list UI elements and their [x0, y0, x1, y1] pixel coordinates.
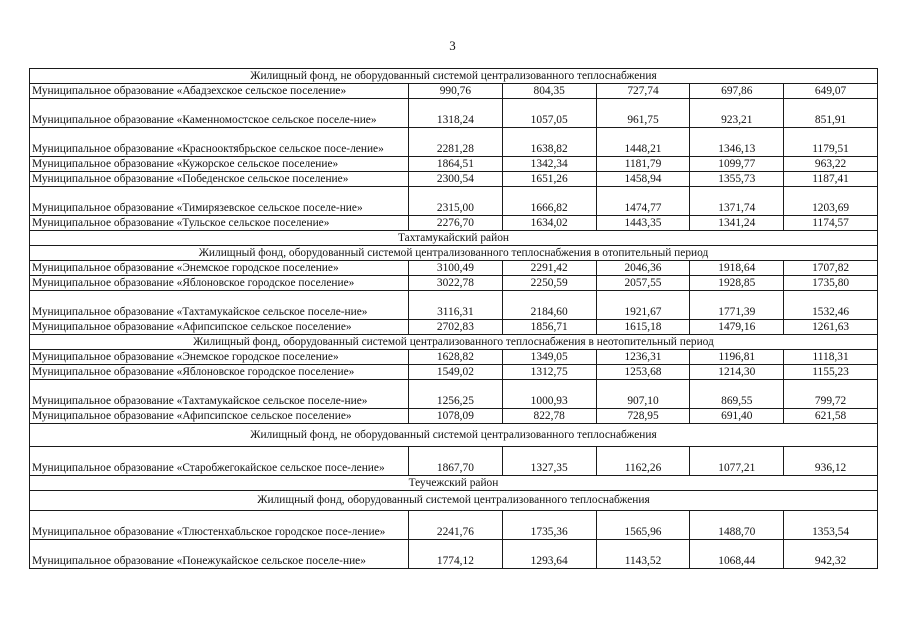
- value-cell: 1488,70: [690, 511, 784, 540]
- value-cell: 1638,82: [502, 128, 596, 157]
- municipality-name: Муниципальное образование «Каменномостское сельское поселе-ние»: [30, 99, 409, 128]
- value-cell: 1118,31: [784, 350, 878, 365]
- table-row: [30, 409, 878, 424]
- value-cell: 1327,35: [502, 447, 596, 476]
- value-cell: 804,35: [502, 84, 596, 99]
- value-cell: 1615,18: [596, 320, 690, 335]
- value-cell: 1078,09: [409, 409, 503, 424]
- municipality-name: Муниципальное образование «Тимирязевское сельское поселе-ние»: [30, 187, 409, 216]
- value-cell: 1349,05: [502, 350, 596, 365]
- section-header: Жилищный фонд, не оборудованный системой централизованного теплоснабжения: [30, 69, 878, 84]
- value-cell: 1143,52: [596, 540, 690, 569]
- value-cell: 1203,69: [784, 187, 878, 216]
- value-cell: 1162,26: [596, 447, 690, 476]
- value-cell: 2291,42: [502, 261, 596, 276]
- value-cell: 1253,68: [596, 365, 690, 380]
- table-row: [30, 540, 878, 569]
- table-row: [30, 320, 878, 335]
- value-cell: 1448,21: [596, 128, 690, 157]
- value-cell: 649,07: [784, 84, 878, 99]
- value-cell: 697,86: [690, 84, 784, 99]
- section-header-row: [30, 231, 878, 246]
- value-cell: 1342,34: [502, 157, 596, 172]
- value-cell: 1928,85: [690, 276, 784, 291]
- value-cell: 1549,02: [409, 365, 503, 380]
- value-cell: 1458,94: [596, 172, 690, 187]
- municipality-name: Муниципальное образование «Афипсипское сельское поселение»: [30, 320, 409, 335]
- value-cell: 2300,54: [409, 172, 503, 187]
- section-header-row: [30, 491, 878, 511]
- tariff-table: [29, 68, 878, 569]
- value-cell: 1174,57: [784, 216, 878, 231]
- value-cell: 1353,54: [784, 511, 878, 540]
- value-cell: 1293,64: [502, 540, 596, 569]
- table-row: [30, 447, 878, 476]
- table-body: [30, 69, 878, 569]
- municipality-name: Муниципальное образование «Краснооктябрьское сельское посе-ление»: [30, 128, 409, 157]
- value-cell: 1312,75: [502, 365, 596, 380]
- value-cell: 1735,80: [784, 276, 878, 291]
- value-cell: 1179,51: [784, 128, 878, 157]
- municipality-name: Муниципальное образование «Энемское городское поселение»: [30, 350, 409, 365]
- value-cell: 2702,83: [409, 320, 503, 335]
- value-cell: 621,58: [784, 409, 878, 424]
- value-cell: 2057,55: [596, 276, 690, 291]
- municipality-name: Муниципальное образование «Афипсипское сельское поселение»: [30, 409, 409, 424]
- value-cell: 3116,31: [409, 291, 503, 320]
- value-cell: 1651,26: [502, 172, 596, 187]
- value-cell: 1256,25: [409, 380, 503, 409]
- value-cell: 2241,76: [409, 511, 503, 540]
- section-header-row: [30, 69, 878, 84]
- value-cell: 728,95: [596, 409, 690, 424]
- value-cell: 2046,36: [596, 261, 690, 276]
- table-row: [30, 187, 878, 216]
- value-cell: 691,40: [690, 409, 784, 424]
- table-row: [30, 128, 878, 157]
- table-row: [30, 276, 878, 291]
- value-cell: 1774,12: [409, 540, 503, 569]
- section-header-row: [30, 246, 878, 261]
- value-cell: 1856,71: [502, 320, 596, 335]
- municipality-name: Муниципальное образование «Старобжегокайское сельское посе-ление»: [30, 447, 409, 476]
- value-cell: 907,10: [596, 380, 690, 409]
- table-row: [30, 511, 878, 540]
- value-cell: 1214,30: [690, 365, 784, 380]
- table-row: [30, 291, 878, 320]
- value-cell: 3022,78: [409, 276, 503, 291]
- value-cell: 1532,46: [784, 291, 878, 320]
- section-header: Тахтамукайский район: [30, 231, 878, 246]
- value-cell: 1634,02: [502, 216, 596, 231]
- value-cell: 1918,64: [690, 261, 784, 276]
- value-cell: 1867,70: [409, 447, 503, 476]
- value-cell: 822,78: [502, 409, 596, 424]
- municipality-name: Муниципальное образование «Абадзехское сельское поселение»: [30, 84, 409, 99]
- value-cell: 1707,82: [784, 261, 878, 276]
- section-header: Жилищный фонд, оборудованный системой централизованного теплоснабжения в неотопительный период: [30, 335, 878, 350]
- section-header-row: [30, 424, 878, 447]
- value-cell: 1155,23: [784, 365, 878, 380]
- municipality-name: Муниципальное образование «Яблоновское городское поселение»: [30, 276, 409, 291]
- value-cell: 1371,74: [690, 187, 784, 216]
- table-row: [30, 365, 878, 380]
- value-cell: 923,21: [690, 99, 784, 128]
- value-cell: 1628,82: [409, 350, 503, 365]
- municipality-name: Муниципальное образование «Кужорское сельское поселение»: [30, 157, 409, 172]
- value-cell: 1099,77: [690, 157, 784, 172]
- municipality-name: Муниципальное образование «Понежукайское сельское поселе-ние»: [30, 540, 409, 569]
- value-cell: 869,55: [690, 380, 784, 409]
- value-cell: 1261,63: [784, 320, 878, 335]
- value-cell: 2276,70: [409, 216, 503, 231]
- value-cell: 1057,05: [502, 99, 596, 128]
- value-cell: 1346,13: [690, 128, 784, 157]
- section-header: Жилищный фонд, оборудованный системой централизованного теплоснабжения в отопительный период: [30, 246, 878, 261]
- value-cell: 1181,79: [596, 157, 690, 172]
- municipality-name: Муниципальное образование «Яблоновское городское поселение»: [30, 365, 409, 380]
- value-cell: 1864,51: [409, 157, 503, 172]
- value-cell: 942,32: [784, 540, 878, 569]
- value-cell: 1666,82: [502, 187, 596, 216]
- value-cell: 1196,81: [690, 350, 784, 365]
- value-cell: 2184,60: [502, 291, 596, 320]
- section-header-row: [30, 476, 878, 491]
- section-header: Теучежский район: [30, 476, 878, 491]
- value-cell: 1479,16: [690, 320, 784, 335]
- table-row: [30, 99, 878, 128]
- value-cell: 963,22: [784, 157, 878, 172]
- table-row: [30, 350, 878, 365]
- value-cell: 2315,00: [409, 187, 503, 216]
- value-cell: 990,76: [409, 84, 503, 99]
- page-number: 3: [449, 38, 456, 53]
- value-cell: 1318,24: [409, 99, 503, 128]
- table-row: [30, 380, 878, 409]
- table-row: [30, 84, 878, 99]
- value-cell: 1068,44: [690, 540, 784, 569]
- table-row: [30, 157, 878, 172]
- value-cell: 3100,49: [409, 261, 503, 276]
- value-cell: 1355,73: [690, 172, 784, 187]
- value-cell: 2250,59: [502, 276, 596, 291]
- section-header: Жилищный фонд, оборудованный системой централизованного теплоснабжения: [30, 491, 878, 511]
- table-row: [30, 216, 878, 231]
- municipality-name: Муниципальное образование «Тлюстенхабльское городское посе-ление»: [30, 511, 409, 540]
- value-cell: 727,74: [596, 84, 690, 99]
- section-header: Жилищный фонд, не оборудованный системой централизованного теплоснабжения: [30, 424, 878, 447]
- value-cell: 799,72: [784, 380, 878, 409]
- municipality-name: Муниципальное образование «Энемское городское поселение»: [30, 261, 409, 276]
- value-cell: 1735,36: [502, 511, 596, 540]
- value-cell: 961,75: [596, 99, 690, 128]
- value-cell: 1474,77: [596, 187, 690, 216]
- value-cell: 2281,28: [409, 128, 503, 157]
- value-cell: 1236,31: [596, 350, 690, 365]
- municipality-name: Муниципальное образование «Тульское сельское поселение»: [30, 216, 409, 231]
- table-row: [30, 172, 878, 187]
- value-cell: 1187,41: [784, 172, 878, 187]
- municipality-name: Муниципальное образование «Тахтамукайское сельское поселе-ние»: [30, 291, 409, 320]
- municipality-name: Муниципальное образование «Победенское сельское поселение»: [30, 172, 409, 187]
- value-cell: 936,12: [784, 447, 878, 476]
- value-cell: 1921,67: [596, 291, 690, 320]
- value-cell: 1771,39: [690, 291, 784, 320]
- value-cell: 1565,96: [596, 511, 690, 540]
- table-row: [30, 261, 878, 276]
- value-cell: 851,91: [784, 99, 878, 128]
- value-cell: 1443,35: [596, 216, 690, 231]
- section-header-row: [30, 335, 878, 350]
- value-cell: 1077,21: [690, 447, 784, 476]
- value-cell: 1341,24: [690, 216, 784, 231]
- value-cell: 1000,93: [502, 380, 596, 409]
- municipality-name: Муниципальное образование «Тахтамукайское сельское поселе-ние»: [30, 380, 409, 409]
